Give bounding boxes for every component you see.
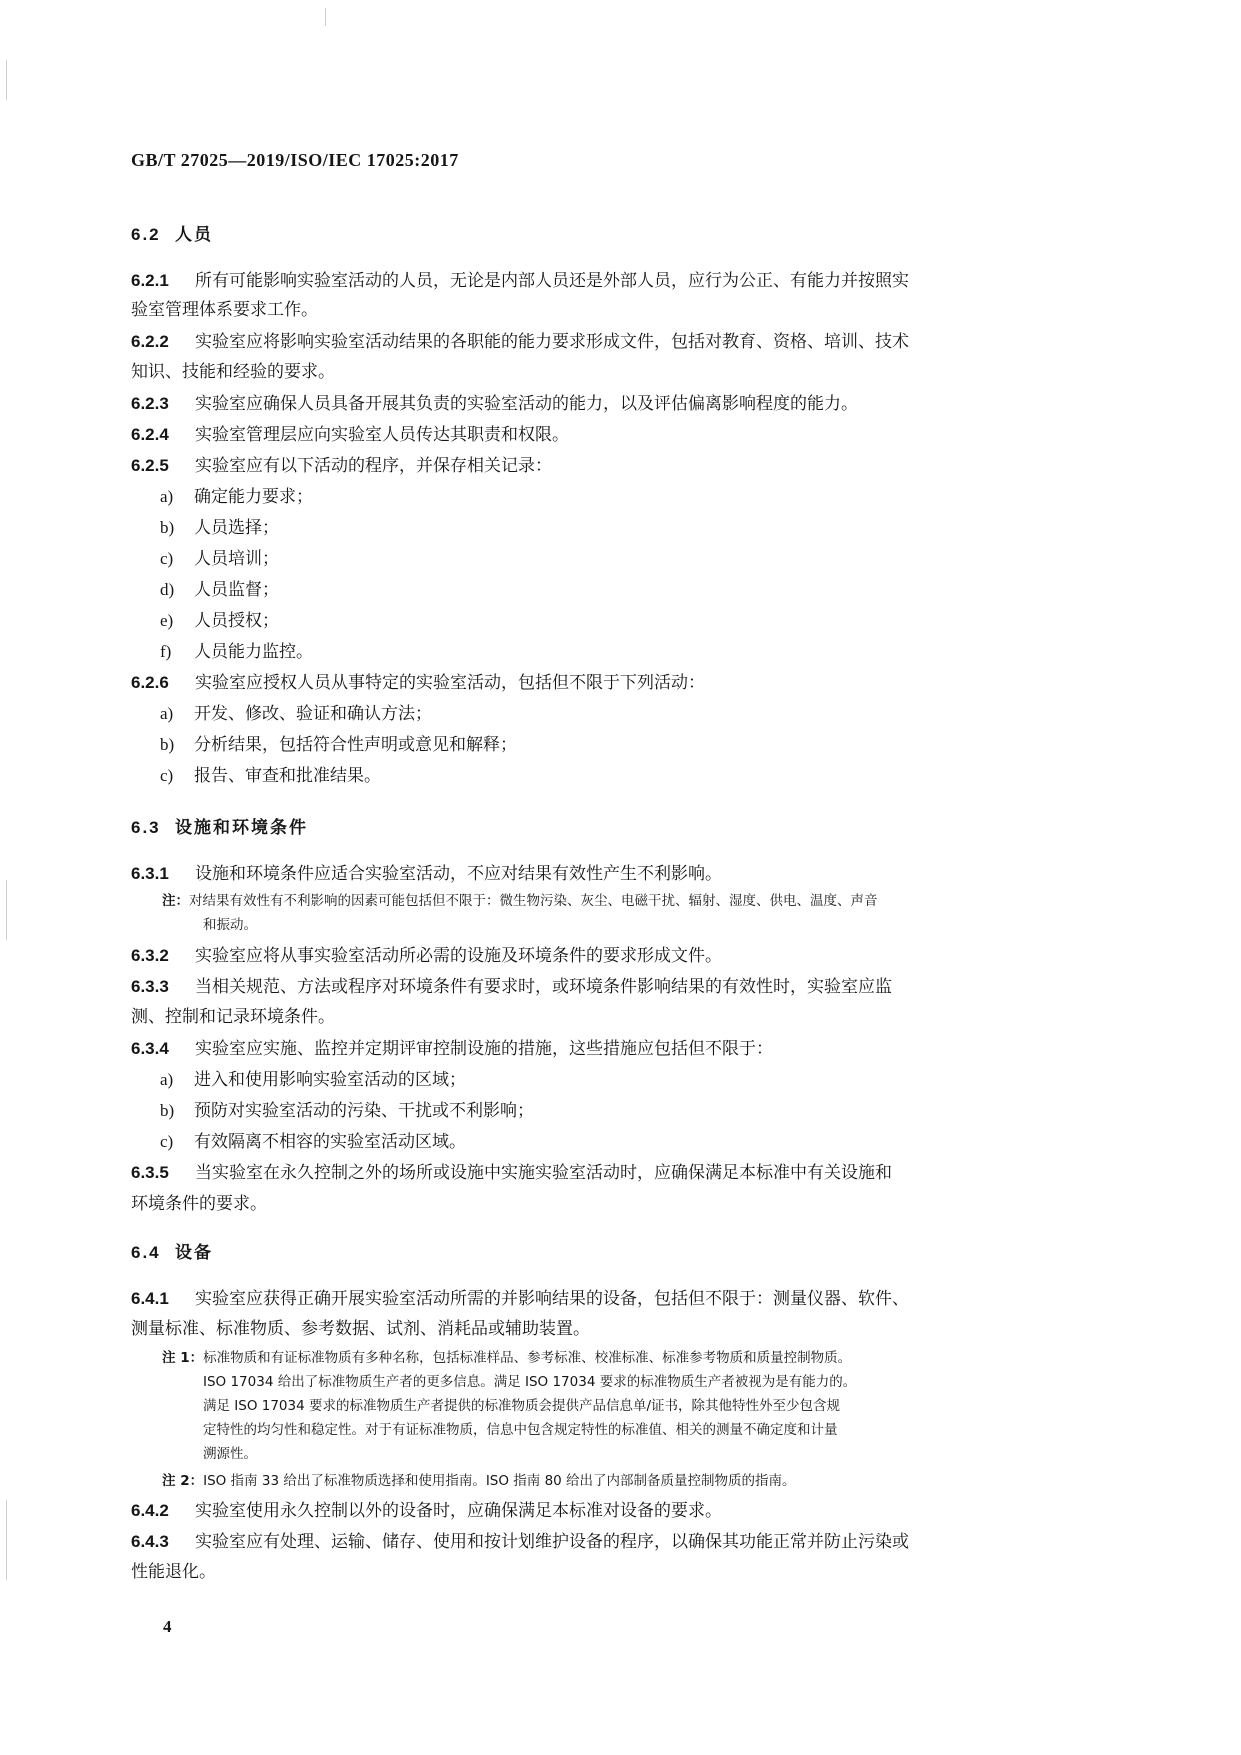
note-text: ISO 指南 33 给出了标准物质选择和使用指南。ISO 指南 80 给出了内部制备质量控制物质的指南。: [203, 1473, 796, 1489]
clause-text: 实验室应有以下活动的程序，并保存相关记录：: [195, 456, 552, 476]
clause-text: 当实验室在永久控制之外的场所或设施中实施实验室活动时，应确保满足本标准中有关设施和: [195, 1163, 892, 1183]
section-title: 设备: [175, 1243, 213, 1263]
list-marker: b): [160, 735, 175, 754]
note-text-continued: 和振动。: [203, 917, 257, 933]
scan-mark: [325, 8, 326, 26]
list-marker: c): [160, 766, 174, 785]
clause-text: 实验室应授权人员从事特定的实验室活动，包括但不限于下列活动：: [195, 673, 705, 693]
clause-text-continued: 测量标准、标准物质、参考数据、试剂、消耗品或辅助装置。: [131, 1319, 590, 1339]
list-marker: a): [160, 1070, 174, 1089]
clause-text-continued: 知识、技能和经验的要求。: [131, 362, 335, 382]
clause-number: 6.2.1: [131, 271, 169, 290]
section-number: 6.4: [131, 1243, 161, 1262]
clause-text: 实验室应将影响实验室活动结果的各职能的能力要求形成文件，包括对教育、资格、培训、技术: [195, 332, 909, 352]
note-2: [162, 1472, 796, 1490]
list-marker: a): [160, 487, 174, 506]
clause-text-continued: 验室管理体系要求工作。: [131, 300, 318, 320]
clause-text: 所有可能影响实验室活动的人员，无论是内部人员还是外部人员，应行为公正、有能力并按照实: [195, 271, 909, 291]
note-1: [162, 1349, 851, 1367]
list-item-text: 人员选择；: [194, 518, 279, 538]
clause-text: 设施和环境条件应适合实验室活动，不应对结果有效性产生不利影响。: [195, 864, 722, 884]
clause-number: 6.2.6: [131, 673, 169, 692]
list-marker: b): [160, 1101, 175, 1120]
list-item-text: 人员能力监控。: [194, 642, 313, 662]
scan-mark: [6, 880, 7, 940]
note-text-continued: 定特性的均匀性和稳定性。对于有证标准物质，信息中包含规定特性的标准值、相关的测量不确定度和计量: [203, 1422, 838, 1438]
clause-text: 实验室应确保人员具备开展其负责的实验室活动的能力，以及评估偏离影响程度的能力。: [195, 394, 858, 414]
clause-number: 6.3.2: [131, 946, 169, 965]
list-item-text: 有效隔离不相容的实验室活动区域。: [194, 1132, 466, 1152]
clause-text: 实验室应获得正确开展实验室活动所需的并影响结果的设备，包括但不限于：测量仪器、软件、: [195, 1289, 909, 1309]
list-marker: a): [160, 704, 174, 723]
list-marker: c): [160, 1132, 174, 1151]
list-item-text: 预防对实验室活动的污染、干扰或不利影响；: [194, 1101, 534, 1121]
section-number: 6.3: [131, 818, 161, 837]
list-marker: f): [160, 642, 172, 661]
clause-number: 6.2.5: [131, 456, 169, 475]
list-item-text: 报告、审查和批准结果。: [194, 766, 381, 786]
section-title: 设施和环境条件: [175, 818, 308, 838]
clause-text-continued: 测、控制和记录环境条件。: [131, 1007, 335, 1027]
scan-mark: [6, 60, 7, 100]
clause-text: 实验室应将从事实验室活动所必需的设施及环境条件的要求形成文件。: [195, 946, 722, 966]
note-text-continued: ISO 17034 给出了标准物质生产者的更多信息。满足 ISO 17034 要求的标准物质生产者被视为是有能力的。: [203, 1374, 857, 1390]
clause-text: 当相关规范、方法或程序对环境条件有要求时，或环境条件影响结果的有效性时，实验室应监: [195, 977, 892, 997]
list-marker: b): [160, 518, 175, 537]
clause-text-continued: 环境条件的要求。: [131, 1194, 267, 1214]
scan-mark: [6, 1500, 7, 1580]
section-title: 人员: [175, 225, 213, 245]
section-number: 6.2: [131, 225, 161, 244]
list-marker: e): [160, 611, 174, 630]
list-item-text: 人员授权；: [194, 611, 279, 631]
list-item-text: 确定能力要求；: [194, 487, 313, 507]
page-number: 4: [163, 1617, 172, 1636]
clause-text: 实验室管理层应向实验室人员传达其职责和权限。: [195, 425, 569, 445]
clause-number: 6.4.3: [131, 1532, 169, 1551]
clause-text-continued: 性能退化。: [131, 1562, 216, 1582]
document-header: GB/T 27025—2019/ISO/IEC 17025:2017: [131, 150, 459, 170]
clause-text: 实验室应实施、监控并定期评审控制设施的措施，这些措施应包括但不限于：: [195, 1039, 773, 1059]
note-text-continued: 溯源性。: [203, 1446, 257, 1462]
note-text: 对结果有效性有不利影响的因素可能包括但不限于：微生物污染、灰尘、电磁干扰、辐射、湿度、供电、温度、声音: [189, 893, 878, 909]
clause-text: 实验室应有处理、运输、储存、使用和按计划维护设备的程序，以确保其功能正常并防止污染或: [195, 1532, 909, 1552]
clause-number: 6.3.4: [131, 1039, 169, 1058]
list-item-text: 人员监督；: [194, 580, 279, 600]
list-marker: d): [160, 580, 175, 599]
clause-number: 6.4.2: [131, 1501, 169, 1520]
note-text-continued: 满足 ISO 17034 要求的标准物质生产者提供的标准物质会提供产品信息单/证书，除其他特性外至少包含规: [203, 1398, 841, 1414]
list-marker: c): [160, 549, 174, 568]
note-label: 注：: [162, 893, 189, 909]
clause-number: 6.2.3: [131, 394, 169, 413]
clause-number: 6.3.5: [131, 1163, 169, 1182]
note-label: 注 2：: [162, 1473, 204, 1489]
clause-text: 实验室使用永久控制以外的设备时，应确保满足本标准对设备的要求。: [195, 1501, 722, 1521]
clause-number: 6.4.1: [131, 1289, 169, 1308]
list-item-text: 进入和使用影响实验室活动的区域；: [194, 1070, 466, 1090]
note-label: 注 1：: [162, 1350, 204, 1366]
list-item-text: 开发、修改、验证和确认方法；: [194, 704, 432, 724]
list-item-text: 分析结果，包括符合性声明或意见和解释；: [194, 735, 517, 755]
clause-number: 6.2.2: [131, 332, 169, 351]
clause-number: 6.3.1: [131, 864, 169, 883]
note: [162, 892, 878, 910]
note-text: 标准物质和有证标准物质有多种名称，包括标准样品、参考标准、校准标准、标准参考物质和质量控制物质。: [203, 1350, 852, 1366]
list-item-text: 人员培训；: [194, 549, 279, 569]
clause-number: 6.3.3: [131, 977, 169, 996]
clause-number: 6.2.4: [131, 425, 169, 444]
